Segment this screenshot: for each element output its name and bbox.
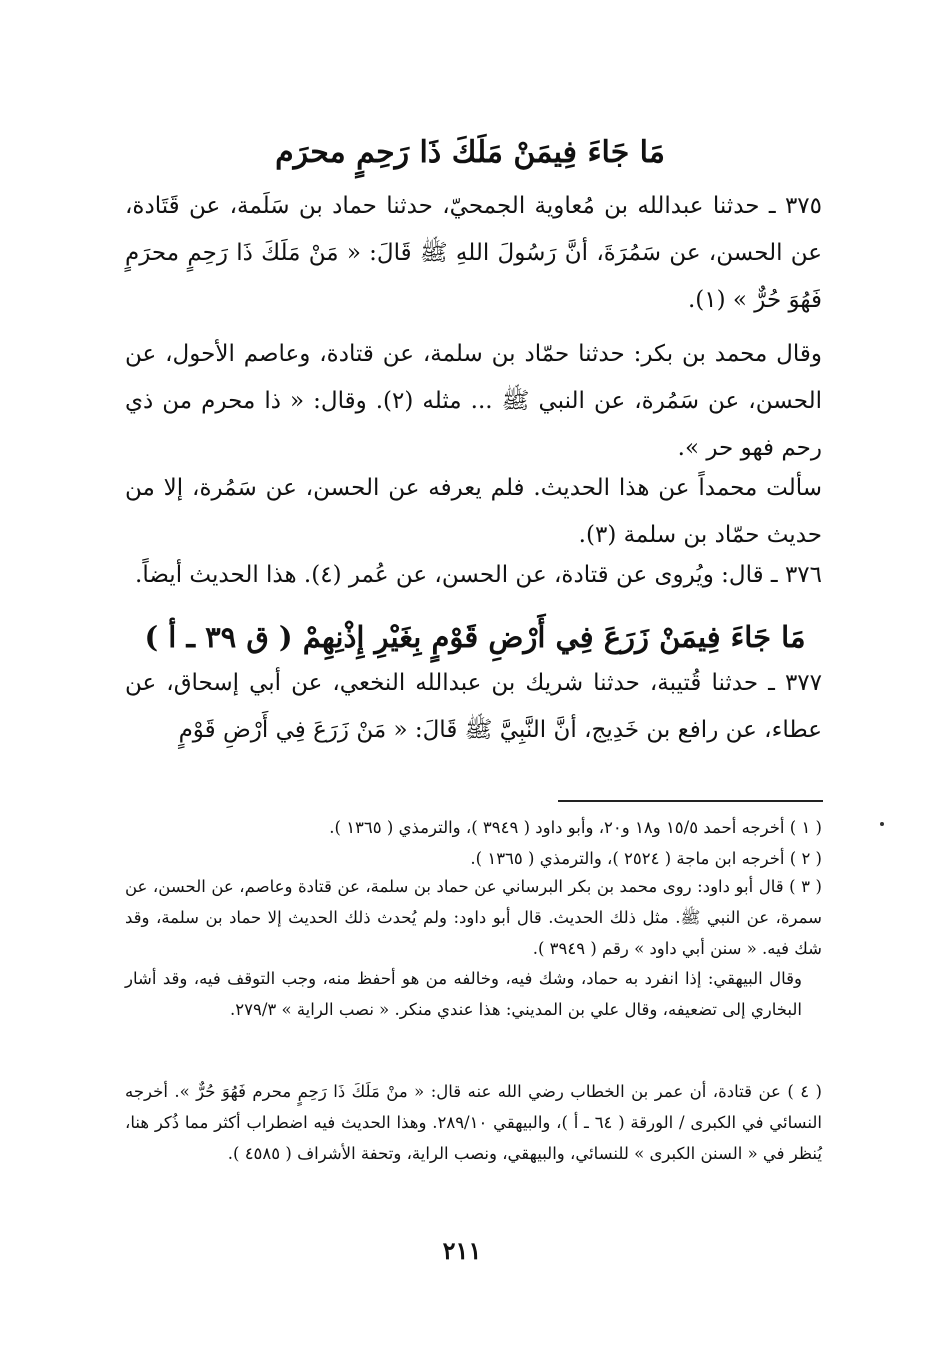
page-number: ٢١١: [442, 1236, 482, 1265]
hadith-375-commentary: سألت محمداً عن هذا الحديث. فلم يعرفه عن الحسن، عن سَمُرة، إلا من حديث حمّاد بن سلمة (٣).: [125, 475, 822, 548]
hadith-377: ٣٧٧ ـ حدثنا قُتيبة، حدثنا شريك بن عبدالله النخعي، عن أبي إسحاق، عن عطاء، عن رافع بن خَدِيج، أنَّ النَّبِيَّ ﷺ قَالَ: « مَنْ زَرَعَ فِي أَرْضِ قَوْمٍ: [125, 670, 822, 743]
footnote-separator: [558, 800, 823, 802]
footnote-1: ( ١ ) أخرجه أحمد ١٥/٥ و١٨ و٢٠، وأبو داود ( ٣٩٤٩ )، والترمذي ( ١٣٦٥ ).: [329, 818, 822, 837]
footnote-4: ( ٤ ) عن قتادة، أن عمر بن الخطاب رضي الله عنه قال: « منْ مَلَكَ ذَا رَحِمٍ محرم فَهُوَ حُرٌّ ». أخرجه النسائي في الكبرى / الورقة ( ٦٤ ـ أ )، والبيهقي ٢٨٩/١٠. وهذا الحديث فيه اضطراب أكثر مما ذُكر هنا، يُنظر في « السنن الكبرى » للنسائي، والبيهقي، ونصب الراية، وتحفة الأشراف ( ٤٥٨٥ ).: [125, 1082, 822, 1163]
hadith-375-variant: وقال محمد بن بكر: حدثنا حمّاد بن سلمة، عن قتادة، وعاصم الأحول، عن الحسن، عن سَمُرة، عن النبي ﷺ ... مثله (٢). وقال: « ذا محرم من ذي رحم فهو حر ».: [125, 341, 822, 461]
chapter-heading-1: مَا جَاءَ فِيمَنْ مَلَكَ ذَا رَحِمٍ محرَم: [275, 135, 665, 170]
footnote-2: ( ٢ ) أخرجه ابن ماجة ( ٢٥٢٤ )، والترمذي ( ١٣٦٥ ).: [470, 849, 822, 868]
footnote-3: ( ٣ ) قال أبو داود: روى محمد بن بكر البرساني عن حماد بن سلمة، عن قتادة وعاصم، عن الحسن، عن سمرة، عن النبي ﷺ. مثل ذلك الحديث. قال أبو داود: ولم يُحدث ذلك الحديث إلا حماد بن سلمة، وقد شك فيه. « سنن أبي داود » رقم ( ٣٩٤٩ ).: [125, 877, 822, 958]
chapter-heading-2: مَا جَاءَ فِيمَنْ زَرَعَ فِي أَرْضِ قَوْمٍ بِغَيْرِ إِذْنِهِمْ ( ق ٣٩ ـ أ ): [144, 620, 806, 654]
hadith-376: ٣٧٦ ـ قال: ويُروى عن قتادة، عن الحسن، عن عُمر (٤). هذا الحديث أيضاً.: [135, 562, 822, 588]
footnote-3-continued: وقال البيهقي: إذا انفرد به حماد، وشك فيه، وخالفه من هو أحفظ منه، وجب التوقف فيه، وقد أشار البخاري إلى تضعيفه، وقال علي بن المديني: هذا عندي منكر. « نصب الراية » ٢٧٩/٣.: [125, 969, 802, 1019]
hadith-375: ٣٧٥ ـ حدثنا عبدالله بن مُعاوية الجمحيّ، حدثنا حماد بن سَلَمة، عن قَتَادة، عن الحسن، عن سَمُرَةَ، أنَّ رَسُولَ اللهِ ﷺ قَالَ: « مَنْ مَلَكَ ذَا رَحِمٍ محرَمٍ فَهُوَ حُرٌّ » (١).: [125, 193, 822, 313]
scan-speck: [880, 822, 884, 826]
